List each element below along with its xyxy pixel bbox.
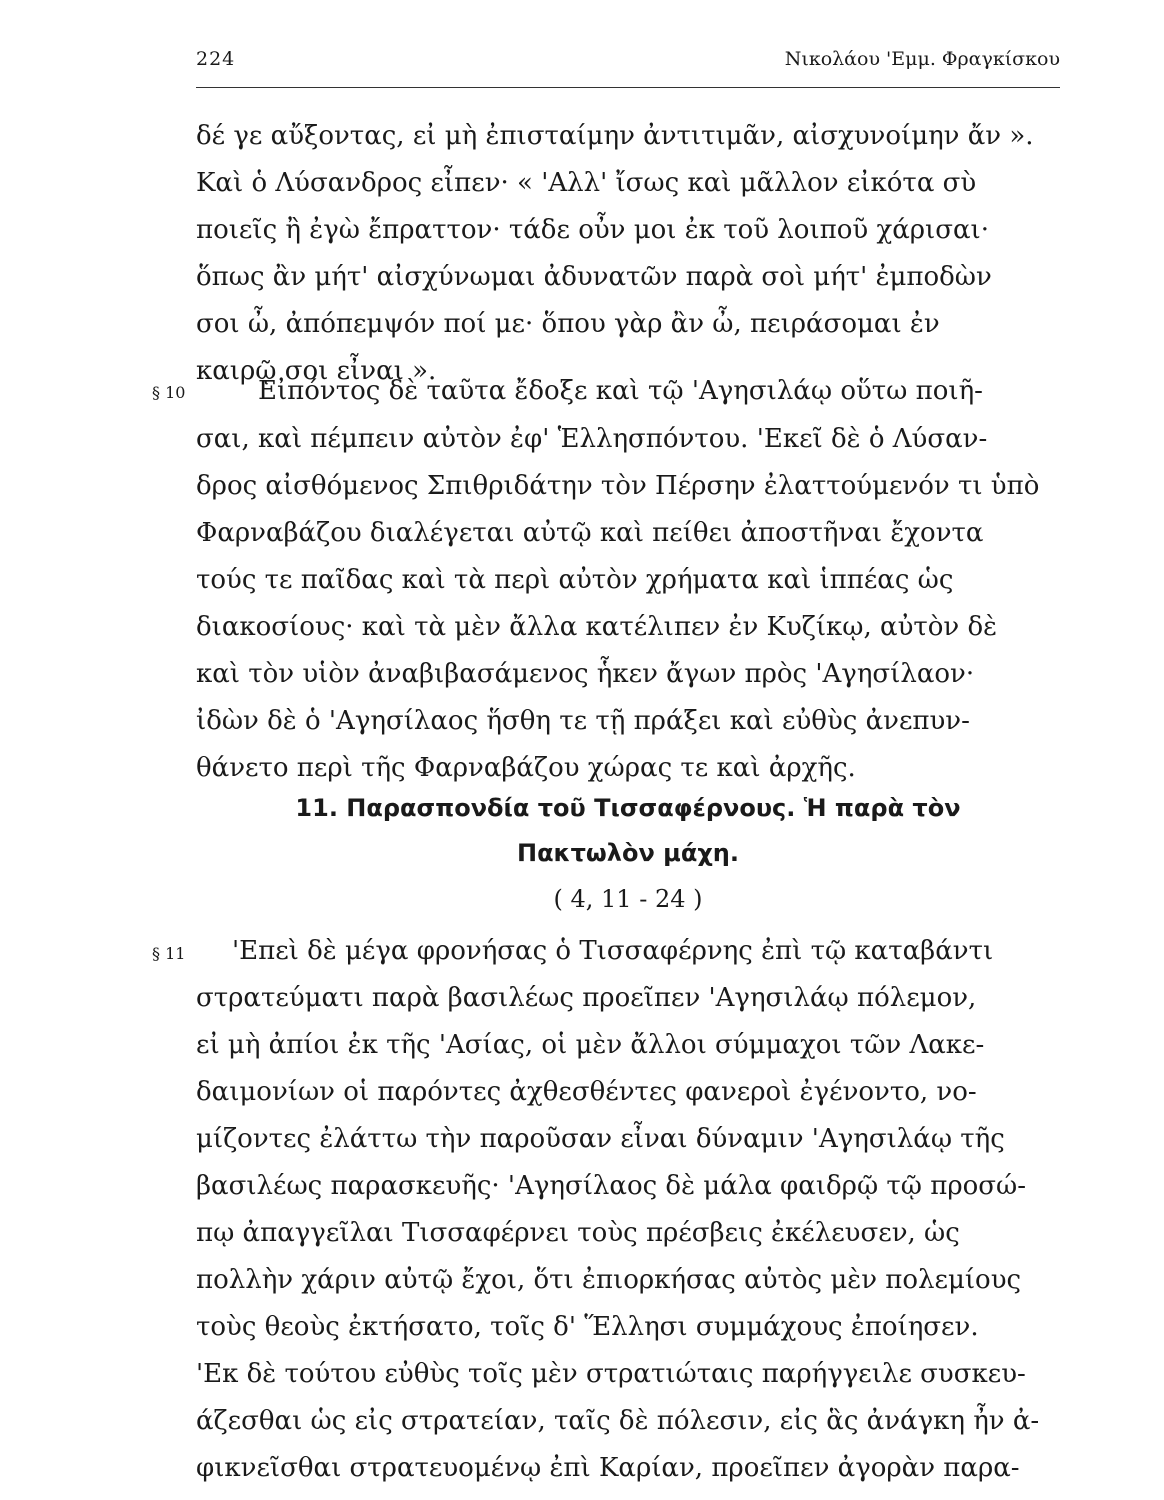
text-line: ἰδὼν δὲ ὁ 'Αγησίλαος ἥσθη τε τῇ πράξει καὶ εὐθὺς ἀνεπυν- bbox=[196, 706, 970, 736]
text-line: βασιλέως παρασκευῆς· 'Αγησίλαος δὲ μάλα φαιδρῷ τῷ προσώ- bbox=[196, 1171, 1027, 1201]
text-line: σοι ὦ, ἀπόπεμψόν ποί με· ὅπου γὰρ ἂν ὦ, πειράσομαι ἐν bbox=[196, 309, 940, 339]
page-header bbox=[196, 48, 1060, 88]
text-line: διακοσίους· καὶ τὰ μὲν ἄλλα κατέλιπεν ἐν Κυζίκῳ, αὐτὸν δὲ bbox=[196, 612, 998, 642]
text-line: πῳ ἀπαγγεῖλαι Τισσαφέρνει τοὺς πρέσβεις ἐκέλευσεν, ὡς bbox=[196, 1218, 960, 1248]
text-line: καὶ τὸν υἱὸν ἀναβιβασάμενος ἧκεν ἄγων πρὸς 'Αγησίλαον· bbox=[196, 659, 975, 689]
text-line: φικνεῖσθαι στρατευομένῳ ἐπὶ Καρίαν, προεῖπεν ἀγορὰν παρα- bbox=[196, 1453, 1020, 1483]
text-line: ὅπως ἂν μήτ' αἰσχύνωμαι ἀδυνατῶν παρὰ σοὶ μήτ' ἐμποδὼν bbox=[196, 262, 992, 292]
text-line: εἰ μὴ ἀπίοι ἐκ τῆς 'Ασίας, οἱ μὲν ἄλλοι σύμμαχοι τῶν Λακε- bbox=[196, 1030, 985, 1060]
header-rule bbox=[196, 87, 1060, 88]
text-line: στρατεύματι παρὰ βασιλέως προεῖπεν 'Αγησιλάῳ πόλεμον, bbox=[196, 983, 977, 1013]
text-line: σαι, καὶ πέμπειν αὐτὸν ἐφ' Ἑλλησπόντου. 'Εκεῖ δὲ ὁ Λύσαν- bbox=[196, 424, 988, 454]
text-line: ποιεῖς ἢ ἐγὼ ἔπραττον· τάδε οὖν μοι ἐκ τοῦ λοιποῦ χάρισαι· bbox=[196, 215, 989, 245]
text-line: δέ γε αὔξοντας, εἰ μὴ ἐπισταίμην ἀντιτιμᾶν, αἰσχυνοίμην ἄν ». bbox=[196, 121, 1034, 151]
text-line: τοὺς θεοὺς ἐκτήσατο, τοῖς δ' Ἕλλησι συμμάχους ἐποίησεν. bbox=[196, 1312, 979, 1342]
text-line: πολλὴν χάριν αὐτῷ ἔχοι, ὅτι ἐπιορκήσας αὐτὸς μὲν πολεμίους bbox=[196, 1265, 1022, 1295]
text-line: δρος αἰσθόμενος Σπιθριδάτην τὸν Πέρσην ἐλαττούμενόν τι ὑπὸ bbox=[196, 471, 1040, 501]
text-line: τούς τε παῖδας καὶ τὰ περὶ αὐτὸν χρήματα καὶ ἱππέας ὡς bbox=[196, 565, 954, 595]
section-mark: § 11 bbox=[152, 944, 186, 963]
text-line: θάνετο περὶ τῆς Φαρναβάζου χώρας τε καὶ ἀρχῆς. bbox=[196, 753, 856, 783]
text-line: μίζοντες ἐλάττω τὴν παροῦσαν εἶναι δύναμιν 'Αγησιλάῳ τῆς bbox=[196, 1124, 1005, 1154]
text-line: 'Επεὶ δὲ μέγα φρονήσας ὁ Τισσαφέρνης ἐπὶ τῷ καταβάντι bbox=[232, 936, 994, 966]
page-number: 224 bbox=[196, 48, 236, 70]
heading-line-1: 11. Παρασπονδία τοῦ Τισσαφέρνους. Ἡ παρὰ τὸν bbox=[295, 794, 961, 822]
text-line: δαιμονίων οἱ παρόντες ἀχθεσθέντες φανεροὶ ἐγένοντο, νο- bbox=[196, 1077, 977, 1107]
heading-reference: ( 4, 11 - 24 ) bbox=[553, 885, 703, 913]
section-mark: § 10 bbox=[152, 383, 186, 402]
running-head: Νικολάου 'Εμμ. Φραγκίσκου bbox=[784, 48, 1060, 70]
text-line: Εἰπόντος δὲ ταῦτα ἔδοξε καὶ τῷ 'Αγησιλάῳ οὕτω ποιῆ- bbox=[258, 376, 983, 406]
text-line: καιρῷ σοι εἶναι ». bbox=[196, 356, 437, 386]
text-line: 'Εκ δὲ τούτου εὐθὺς τοῖς μὲν στρατιώταις παρήγγειλε συσκευ- bbox=[196, 1359, 1026, 1389]
text-line: άζεσθαι ὡς εἰς στρατείαν, ταῖς δὲ πόλεσιν, εἰς ἃς ἀνάγκη ἦν ἀ- bbox=[196, 1406, 1040, 1436]
text-line: Φαρναβάζου διαλέγεται αὐτῷ καὶ πείθει ἀποστῆναι ἔχοντα bbox=[196, 518, 984, 548]
heading-line-2: Πακτωλὸν μάχη. bbox=[516, 839, 739, 867]
text-line: Καὶ ὁ Λύσανδρος εἶπεν· « 'Αλλ' ἴσως καὶ μᾶλλον εἰκότα σὺ bbox=[196, 168, 977, 198]
